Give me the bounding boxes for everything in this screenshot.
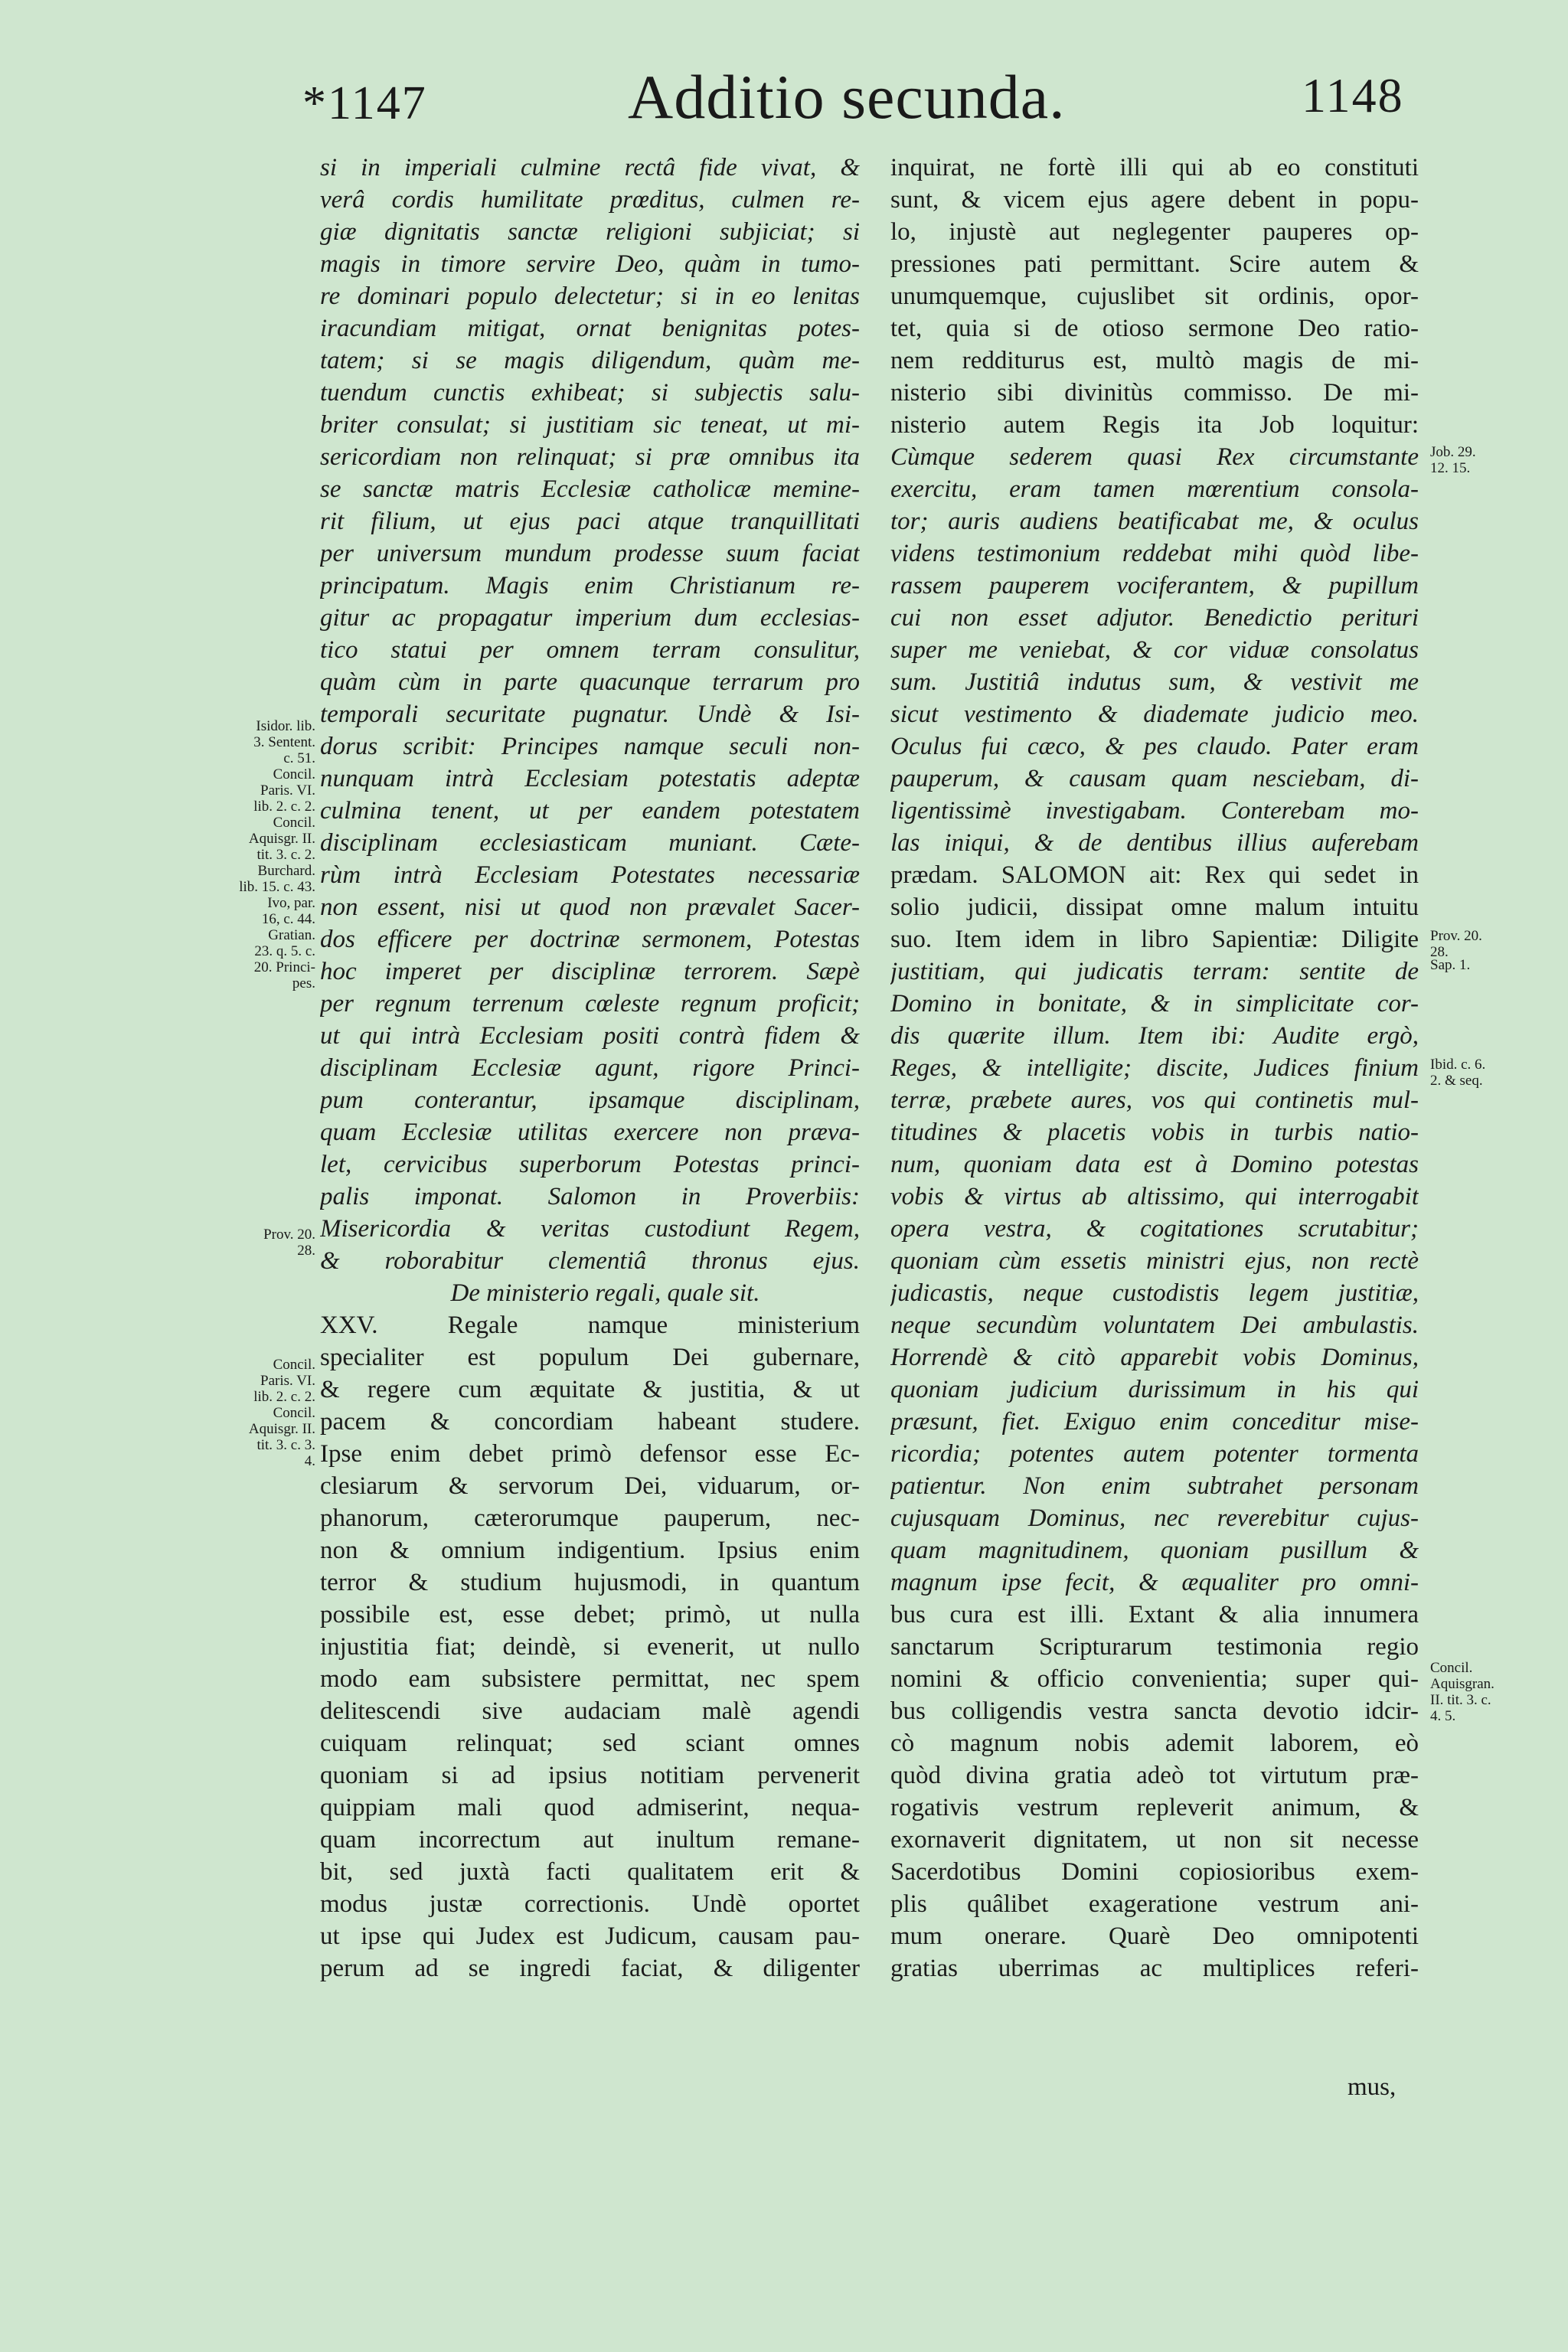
right-column-line: bus cura est illi. Extant & alia innumera [890, 1601, 1419, 1628]
left-column-line: terror & studium hujusmodi, in quantum [320, 1569, 860, 1596]
right-column-line: quoniam cùm essetis ministri ejus, non rectè [890, 1247, 1419, 1275]
left-column-line: disciplinam ecclesiasticam muniant. Cæte- [320, 829, 860, 857]
right-text-column [890, 152, 1419, 1984]
left-column-line: disciplinam Ecclesiæ agunt, rigore Princi- [320, 1054, 860, 1082]
right-column-line: judicastis, neque custodistis legem justitiæ, [890, 1279, 1419, 1307]
right-column-line: nisterio autem Regis ita Job loquitur: [890, 411, 1419, 439]
left-column-line: re dominari populo delectetur; si in eo lenitas [320, 283, 860, 310]
right-column-line: gratias uberrimas ac multiplices referi- [890, 1955, 1419, 1982]
left-column-line: non & omnium indigentium. Ipsius enim [320, 1537, 860, 1564]
margin-note-left-3: Concil. Paris. VI. lib. 2. c. 2. Concil. Aquisgr. II. tit. 3. c. 3. 4. [248, 1357, 315, 1469]
right-column-line: vobis & virtus ab altissimo, qui interrogabit [890, 1183, 1419, 1210]
right-column-line: ricordia; potentes autem potenter tormenta [890, 1440, 1419, 1468]
right-column-line: exercitu, eram tamen mœrentium consola- [890, 475, 1419, 503]
right-column-line: sum. Justitiâ indutus sum, & vestivit me [890, 668, 1419, 696]
left-column-line: modo eam subsistere permittat, nec spem [320, 1665, 860, 1693]
right-column-line: ligentissimè investigabam. Conterebam mo- [890, 797, 1419, 825]
right-column-line: cujusquam Dominus, nec reverebitur cujus- [890, 1504, 1419, 1532]
right-column-line: Horrendè & citò apparebit vobis Dominus, [890, 1344, 1419, 1371]
right-column-line: nomini & officio convenientia; super qui- [890, 1665, 1419, 1693]
left-page-number: *1147 [302, 77, 427, 129]
left-column-line: Ipse enim debet primò defensor esse Ec- [320, 1440, 860, 1468]
left-column-line: rit filium, ut ejus paci atque tranquillitati [320, 508, 860, 535]
catchword: mus, [1348, 2073, 1396, 2101]
right-column-line: terræ, præbete aures, vos qui continetis mul- [890, 1086, 1419, 1114]
left-column-line: tico statui per omnem terram consulitur, [320, 636, 860, 664]
left-column-line: per universum mundum prodesse suum faciat [320, 540, 860, 567]
page-header [0, 61, 1568, 138]
right-column-line: quòd divina gratia adeò tot virtutum præ- [890, 1762, 1419, 1789]
left-column-line: briter consulat; si justitiam sic teneat, ut mi- [320, 411, 860, 439]
left-column-line: let, cervicibus superborum Potestas princi- [320, 1151, 860, 1178]
right-column-line: neque secundùm voluntatem Dei ambulastis. [890, 1312, 1419, 1339]
right-column-line: magnum ipse fecit, & æqualiter pro omni- [890, 1569, 1419, 1596]
right-column-line: quam magnitudinem, quoniam pusillum & [890, 1537, 1419, 1564]
left-column-line: tatem; si se magis diligendum, quàm me- [320, 347, 860, 374]
left-column-line: quoniam si ad ipsius notitiam pervenerit [320, 1762, 860, 1789]
left-column-line: De ministerio regali, quale sit. [450, 1279, 760, 1307]
margin-note-right-3: Sap. 1. [1430, 957, 1471, 973]
left-column-line: XXV. Regale namque ministerium [320, 1312, 860, 1339]
left-column-line: clesiarum & servorum Dei, viduarum, or- [320, 1472, 860, 1500]
left-column-line: dos efficere per doctrinæ sermonem, Potestas [320, 926, 860, 953]
right-column-line: num, quoniam data est à Domino potestas [890, 1151, 1419, 1178]
margin-note-right-1: Job. 29. 12. 15. [1430, 444, 1476, 476]
right-column-line: Cùmque sederem quasi Rex circumstante [890, 443, 1419, 471]
right-column-line: justitiam, qui judicatis terram: sentite de [890, 958, 1419, 985]
left-column-line: injustitia fiat; deindè, si evenerit, ut nullo [320, 1633, 860, 1661]
left-column-line: possibile est, esse debet; primò, ut nulla [320, 1601, 860, 1628]
left-column-line: phanorum, cæterorumque pauperum, nec- [320, 1504, 860, 1532]
right-column-line: tor; auris audiens beatificabat me, & oculus [890, 508, 1419, 535]
left-column-line: dorus scribit: Principes namque seculi non- [320, 733, 860, 760]
right-column-line: cò magnum nobis ademit laborem, eò [890, 1730, 1419, 1757]
right-column-line: Sacerdotibus Domini copiosioribus exem- [890, 1858, 1419, 1886]
left-column-line: palis imponat. Salomon in Proverbiis: [320, 1183, 860, 1210]
left-column-line: specialiter est populum Dei gubernare, [320, 1344, 860, 1371]
left-column-line: verâ cordis humilitate prœditus, culmen re- [320, 186, 860, 214]
right-column-line: mum onerare. Quarè Deo omnipotenti [890, 1922, 1419, 1950]
left-column-line: si in imperiali culmine rectâ fide vivat, & [320, 154, 860, 181]
left-column-line: gitur ac propagatur imperium dum ecclesias- [320, 604, 860, 632]
right-column-line: Reges, & intelligite; discite, Judices finium [890, 1054, 1419, 1082]
left-column-line: hoc imperet per disciplinæ terrorem. Sæpè [320, 958, 860, 985]
right-column-line: tet, quia si de otioso sermone Deo ratio- [890, 315, 1419, 342]
right-column-line: sanctarum Scripturarum testimonia regio [890, 1633, 1419, 1661]
left-column-line: quippiam mali quod admiserint, nequa- [320, 1794, 860, 1821]
margin-note-right-5: Concil. Aquisgran. II. tit. 3. c. 4. 5. [1430, 1660, 1494, 1724]
left-column-line: magis in timore servire Deo, quàm in tumo- [320, 250, 860, 278]
left-column-line: se sanctæ matris Ecclesiæ catholicæ memine- [320, 475, 860, 503]
right-column-line: opera vestra, & cogitationes scrutabitur; [890, 1215, 1419, 1243]
right-column-line: pauperum, & causam quam nesciebam, di- [890, 765, 1419, 792]
right-column-line: cui non esset adjutor. Benedictio perituri [890, 604, 1419, 632]
right-column-line: pressiones pati permittant. Scire autem & [890, 250, 1419, 278]
left-column-line: bit, sed juxtà facti qualitatem erit & [320, 1858, 860, 1886]
right-column-line: dis quærite illum. Item ibi: Audite ergò, [890, 1022, 1419, 1050]
left-column-line: pum conterantur, ipsamque disciplinam, [320, 1086, 860, 1114]
right-column-line: Domino in bonitate, & in simplicitate cor- [890, 990, 1419, 1018]
margin-note-left-2: Prov. 20. 28. [263, 1227, 315, 1259]
left-column-line: Misericordia & veritas custodiunt Regem, [320, 1215, 860, 1243]
right-column-line: suo. Item idem in libro Sapientiæ: Diligite [890, 926, 1419, 953]
right-column-line: quoniam judicium durissimum in his qui [890, 1376, 1419, 1403]
margin-note-right-4: Ibid. c. 6. 2. & seq. [1430, 1057, 1486, 1089]
left-column-line: sericordiam non relinquat; si præ omnibus ita [320, 443, 860, 471]
right-column-line: sicut vestimento & diademate judicio meo. [890, 701, 1419, 728]
right-column-line: rassem pauperem vociferantem, & pupillum [890, 572, 1419, 599]
right-column-line: super me veniebat, & cor viduæ consolatus [890, 636, 1419, 664]
right-column-line: nem redditurus est, multò magis de mi- [890, 347, 1419, 374]
left-column-line: quam incorrectum aut inultum remane- [320, 1826, 860, 1854]
right-column-line: rogativis vestrum repleverit animum, & [890, 1794, 1419, 1821]
left-column-line: principatum. Magis enim Christianum re- [320, 572, 860, 599]
margin-note-left-1: Isidor. lib. 3. Sentent. c. 51. Concil. Paris. VI. lib. 2. c. 2. Concil. Aquisgr. II. tit. 3. c. 2. Burchard. lib. 15. c. 43. Ivo, par. 16, c. 44. Gratian. 23. q. 5. c. 20. Princi- pes. [239, 718, 315, 991]
left-column-line: modus justæ correctionis. Undè oportet [320, 1890, 860, 1918]
left-column-line: ut ipse qui Judex est Judicum, causam pau- [320, 1922, 860, 1950]
right-column-line: las iniqui, & de dentibus illius auferebam [890, 829, 1419, 857]
right-column-line: lo, injustè aut neglegenter pauperes op- [890, 218, 1419, 246]
right-column-line: patientur. Non enim subtrahet personam [890, 1472, 1419, 1500]
left-column-line: perum ad se ingredi faciat, & diligenter [320, 1955, 860, 1982]
left-column-line: quam Ecclesiæ utilitas exercere non præva- [320, 1119, 860, 1146]
right-column-line: solio judicii, dissipat omne malum intuitu [890, 893, 1419, 921]
right-column-line: exornaverit dignitatem, ut non sit necesse [890, 1826, 1419, 1854]
left-column-line: cuiquam relinquat; sed sciant omnes [320, 1730, 860, 1757]
left-column-line: tuendum cunctis exhibeat; si subjectis salu- [320, 379, 860, 407]
margin-note-right-2: Prov. 20. 28. [1430, 928, 1482, 960]
right-column-line: sunt, & vicem ejus agere debent in popu- [890, 186, 1419, 214]
right-column-line: nisterio sibi divinitùs commisso. De mi- [890, 379, 1419, 407]
left-column-line: & regere cum æquitate & justitia, & ut [320, 1376, 860, 1403]
left-text-column [320, 152, 860, 1984]
right-column-line: præsunt, fiet. Exiguo enim conceditur mise- [890, 1408, 1419, 1436]
left-column-line: pacem & concordiam habeant studere. [320, 1408, 860, 1436]
left-column-line: culmina tenent, ut per eandem potestatem [320, 797, 860, 825]
right-column-line: bus colligendis vestra sancta devotio idcir- [890, 1697, 1419, 1725]
right-column-line: prædam. SALOMON ait: Rex qui sedet in [890, 861, 1419, 889]
right-column-line: unumquemque, cujuslibet sit ordinis, opor- [890, 283, 1419, 310]
left-column-line: quàm cùm in parte quacunque terrarum pro [320, 668, 860, 696]
right-page-number: 1148 [1302, 68, 1404, 122]
left-column-line: rùm intrà Ecclesiam Potestates necessariæ [320, 861, 860, 889]
running-title: Additio secunda. [628, 62, 1066, 132]
left-column-line: nunquam intrà Ecclesiam potestatis adeptæ [320, 765, 860, 792]
left-column-line: ut qui intrà Ecclesiam positi contrà fidem & [320, 1022, 860, 1050]
left-column-line: per regnum terrenum cœleste regnum proficit; [320, 990, 860, 1018]
right-column-line: inquirat, ne fortè illi qui ab eo constituti [890, 154, 1419, 181]
left-column-line: iracundiam mitigat, ornat benignitas potes- [320, 315, 860, 342]
left-column-line: non essent, nisi ut quod non prævalet Sacer- [320, 893, 860, 921]
right-column-line: Oculus fui cæco, & pes claudo. Pater eram [890, 733, 1419, 760]
left-column-line: temporali securitate pugnatur. Undè & Isi- [320, 701, 860, 728]
left-column-line: delitescendi sive audaciam malè agendi [320, 1697, 860, 1725]
right-column-line: videns testimonium reddebat mihi quòd libe- [890, 540, 1419, 567]
right-column-line: titudines & placetis vobis in turbis natio- [890, 1119, 1419, 1146]
left-column-line: giæ dignitatis sanctæ religioni subjiciat; si [320, 218, 860, 246]
right-column-line: plis quâlibet exageratione vestrum ani- [890, 1890, 1419, 1918]
left-column-line: & roborabitur clementiâ thronus ejus. [320, 1247, 860, 1275]
